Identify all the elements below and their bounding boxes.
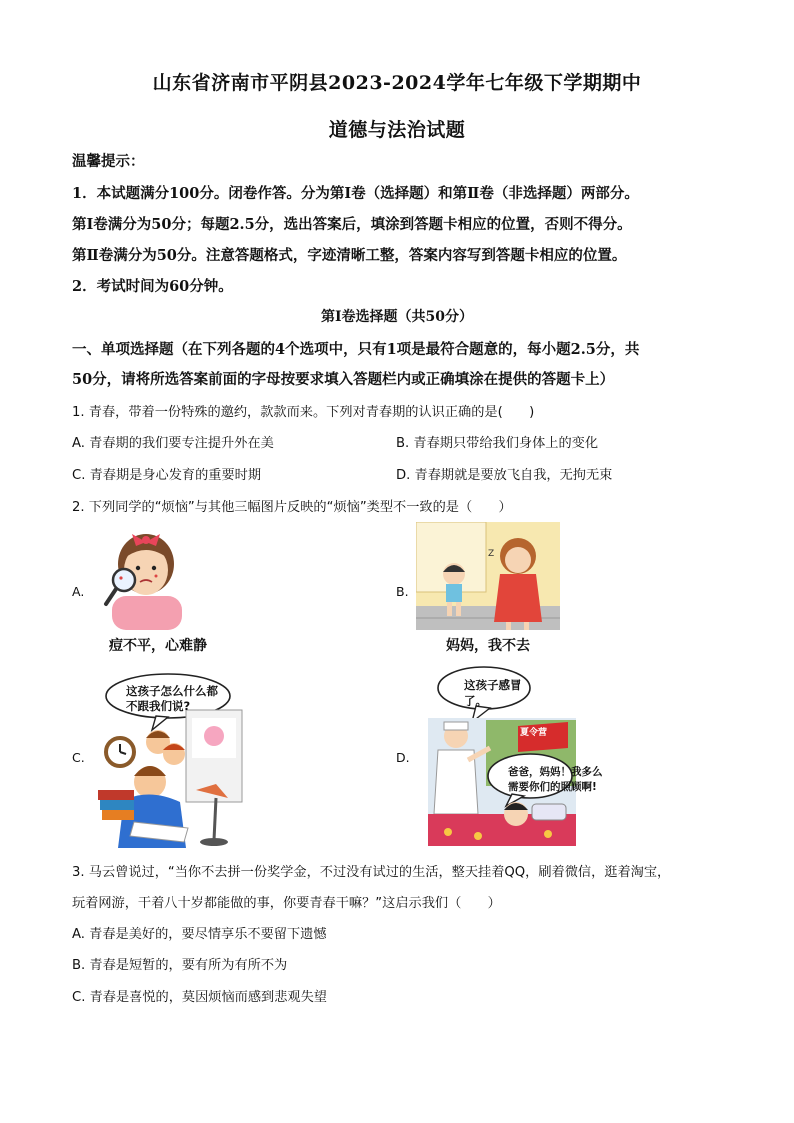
q3-option-c: C. 青春是喜悦的，莫因烦恼而感到悲观失望 bbox=[72, 990, 327, 1005]
q3-option-a: A. 青春是美好的，要尽情享乐不要留下遗憾 bbox=[72, 927, 327, 942]
girl-magnifier-illustration bbox=[96, 520, 196, 630]
section-heading: 第Ⅰ卷选择题（共50分） bbox=[320, 309, 474, 325]
q2-label-c: C. bbox=[72, 750, 85, 765]
q1-stem: 1. 青春，带着一份特殊的邀约，款款而来。下列对青春期的认识正确的是( ) bbox=[72, 405, 535, 420]
q2-bubble-c-line2: 不跟我们说? bbox=[126, 699, 191, 713]
notice-label: 温馨提示： bbox=[72, 153, 145, 170]
exam-title-line1: 山东省济南市平阴县2023-2024学年七年级下学期期中 bbox=[152, 72, 642, 94]
child-mother-illustration bbox=[416, 522, 560, 630]
notice-item1-line1: 1．本试题满分100分。闭卷作答。分为第Ⅰ卷（选择题）和第Ⅱ卷（非选择题）两部分。 bbox=[72, 185, 639, 202]
q3-stem-line2: 玩着网游，干着八十岁都能做的事，你要青春干嘛？”这启示我们（ ） bbox=[72, 896, 501, 911]
part-instructions-line2: 50分，请将所选答案前面的字母按要求填入答题栏内或正确填涂在提供的答题卡上） bbox=[72, 371, 615, 388]
q2-label-d: D. bbox=[396, 750, 410, 765]
q2-bubble-d2-line2: 需要你们的照顾啊! bbox=[508, 781, 597, 793]
q3-option-b: B. 青春是短暂的，要有所为有所不为 bbox=[72, 958, 288, 973]
notice-item2: 2．考试时间为60分钟。 bbox=[72, 278, 233, 295]
q2-stem: 2. 下列同学的“烦恼”与其他三幅图片反映的“烦恼”类型不一致的是（ ） bbox=[72, 500, 512, 515]
part-instructions-line1: 一、单项选择题（在下列各题的4个选项中，只有1项是最符合题意的，每小题2.5分，共 bbox=[72, 341, 640, 358]
q2-caption-a: 痘不平，心难静 bbox=[109, 638, 207, 654]
q3-stem-line1: 3. 马云曾说过，“当你不去拼一份奖学金，不过没有试过的生活，整天挂着QQ，刷着微信，逛着淘宝， bbox=[72, 865, 671, 880]
q1-option-d: D. 青春期就是要放飞自我，无拘无束 bbox=[396, 468, 613, 483]
q2-bubble-c-line1: 这孩子怎么什么都 bbox=[126, 684, 218, 698]
q2-bubble-d1-line2: 了。 bbox=[464, 694, 487, 708]
exam-title-line2: 道德与法治试题 bbox=[328, 119, 466, 141]
q1-option-a: A. 青春期的我们要专注提升外在美 bbox=[72, 436, 274, 451]
q2-bubble-d2-line1: 爸爸，妈妈！我多么 bbox=[508, 766, 603, 778]
q2-banner-d: 夏令营 bbox=[520, 728, 548, 738]
q1-option-b: B. 青春期只带给我们身体上的变化 bbox=[396, 436, 599, 451]
notice-item1-line2: 第Ⅰ卷满分为50分；每题2.5分，选出答案后，填涂到答题卡相应的位置，否则不得分。 bbox=[72, 216, 632, 233]
q2-label-a: A. bbox=[72, 584, 85, 599]
q2-label-b: B. bbox=[396, 584, 409, 599]
svg-text:Z: Z bbox=[488, 549, 495, 559]
q1-option-c: C. 青春期是身心发育的重要时期 bbox=[72, 468, 262, 483]
q2-bubble-d1-line1: 这孩子感冒 bbox=[464, 678, 522, 692]
notice-item1-line3: 第Ⅱ卷满分为50分。注意答题格式，字迹清晰工整，答案内容写到答题卡相应的位置。 bbox=[72, 247, 627, 264]
q2-caption-b: 妈妈，我不去 bbox=[446, 638, 530, 654]
